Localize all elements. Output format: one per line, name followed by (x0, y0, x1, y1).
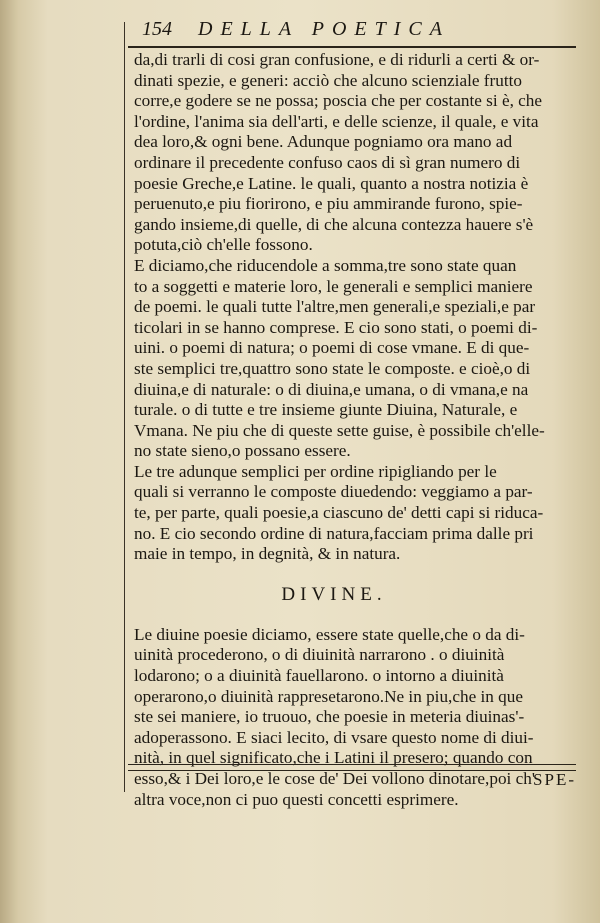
text-line: operarono,o diuinità rappresetarono.Ne in piu,che in que (134, 686, 523, 706)
text-line: dea loro,& ogni bene. Adunque pogniamo ora mano ad (134, 132, 513, 152)
text-line: Le diuine poesie diciamo, essere state quelle,che o da di- (134, 624, 525, 644)
running-title: DELLA POETICA (198, 18, 450, 40)
text-line: ste semplici tre,quattro sono state le composte. e cioè,o di (134, 358, 531, 378)
text-line: E diciamo,che riducendole a somma,tre sono state quan (134, 255, 517, 275)
text-line: diuina,e di naturale: o di diuina,e umana, o di vmana,e na (134, 379, 529, 399)
text-line: turale. o di tutte e tre insieme giunte Diuina, Naturale, e (134, 400, 518, 420)
page-number: 154 (142, 18, 172, 40)
text-line: lodarono; o a diuinità fauellarono. o intorno a diuinità (134, 666, 504, 686)
text-line: maie in tempo, in degnità, & in natura. (134, 544, 401, 564)
text-line: to a soggetti e materie loro, le generali e semplici maniere (134, 276, 533, 296)
text-line: corre,e godere se ne possa; poscia che per costante si è, che (134, 91, 543, 111)
text-line: l'ordine, l'anima sia dell'arti, e delle scienze, il quale, e vita (134, 111, 539, 131)
text-line: poesie Greche,e Latine. le quali, quanto a nostra notizia è (134, 173, 529, 193)
text-line: te, per parte, quali poesie,a ciascuno de' detti capi si riduca- (134, 503, 544, 523)
text-line: altra voce,non ci puo questi concetti esprimere. (134, 789, 459, 809)
text-line: adoperassono. E siaci lecito, di vsare questo nome di diui- (134, 727, 534, 747)
section-heading: DIVINE. (281, 583, 387, 605)
text-block (134, 50, 574, 810)
paragraph-1 (134, 50, 574, 256)
text-line: da,di trarli di cosi gran confusione, e di ridurli a certi & or- (134, 50, 540, 69)
text-line: peruenuto,e piu fiorirono, e piu ammirande furono, spie- (134, 194, 523, 214)
text-line: dinati spezie, e generi: acciò che alcuno scienziale frutto (134, 70, 522, 90)
paragraph-2 (134, 256, 574, 462)
text-line: uinità procederono, o di diuinità narrarono . o diuinità (134, 645, 505, 665)
text-line: ste sei maniere, io truouo, che poesie in meteria diuinas'- (134, 707, 525, 727)
text-line: esso,& i Dei loro,e le cose de' Dei vollono dinotare,poi ch' (134, 769, 535, 788)
book-gutter (0, 0, 18, 923)
text-line: Vmana. Ne piu che di queste sette guise, è possibile ch'elle- (134, 420, 545, 440)
text-line: quali si verranno le composte diuedendo: veggiamo a par- (134, 482, 533, 502)
running-header (142, 18, 562, 46)
text-line: potuta,ciò ch'elle fossono. (134, 235, 313, 255)
section-spacer (134, 565, 574, 579)
text-line: ordinare il precedente confuso caos di sì gran numero di (134, 152, 521, 172)
header-rule (128, 46, 576, 48)
section-spacer (134, 611, 574, 625)
text-line: ticolari in se hanno comprese. E cio sono stati, o poemi di- (134, 317, 538, 337)
text-line: Le tre adunque semplici per ordine ripigliando per le (134, 461, 497, 481)
text-line: gando insieme,di quelle, di che alcuna contezza hauere s'è (134, 214, 534, 234)
text-line: no. E cio secondo ordine di natura,facciam prima dalle pri (134, 523, 534, 543)
catchword: SPE- (533, 770, 576, 789)
paragraph-3 (134, 462, 574, 565)
margin-rule (124, 22, 125, 792)
text-line: nità, in quel significato,che i Latini il presero; quando con (134, 748, 533, 768)
text-line: de poemi. le quali tutte l'altre,men generali,e speziali,e par (134, 297, 536, 317)
text-line: no state sieno,o possano essere. (134, 441, 351, 461)
text-line: uini. o poemi di natura; o poemi di cose vmane. E di que- (134, 338, 530, 358)
